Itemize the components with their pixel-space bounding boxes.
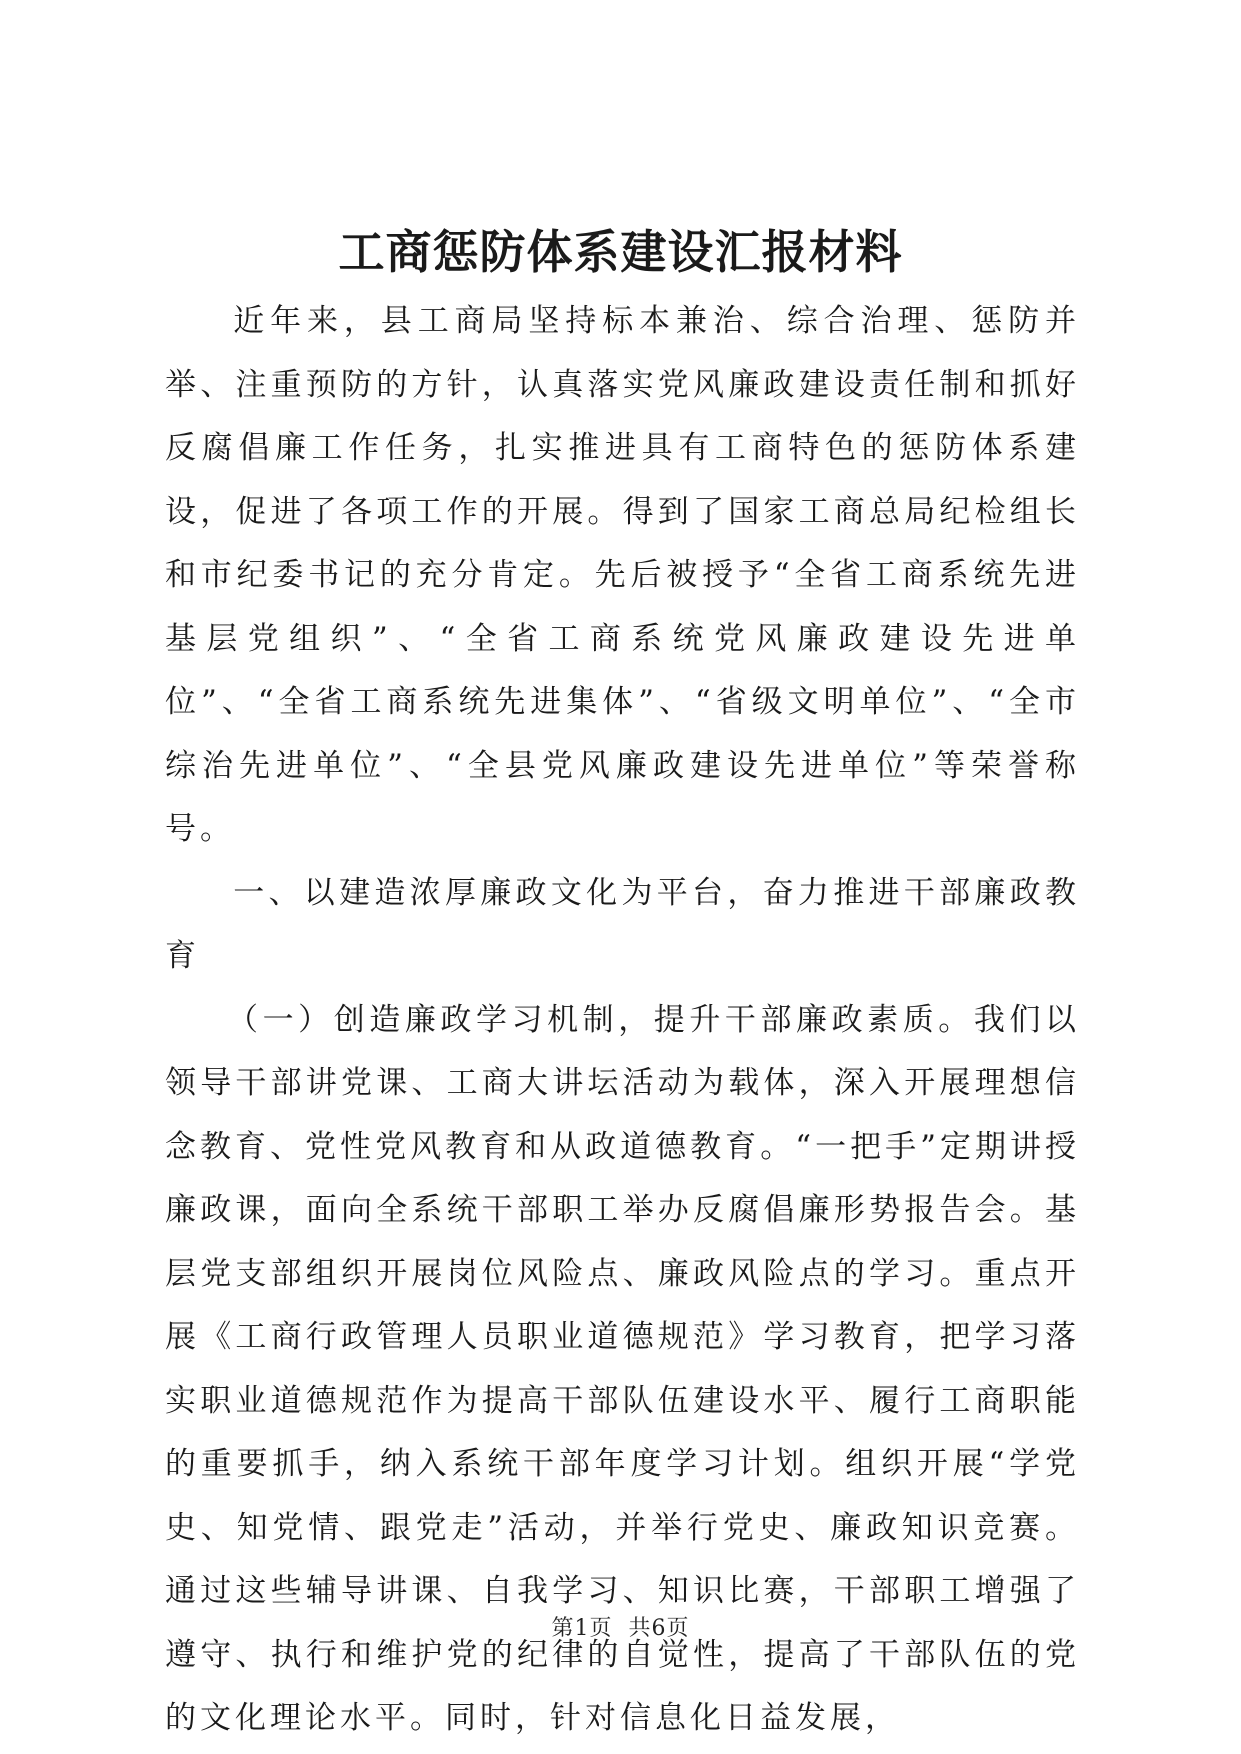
subsection-paragraph: （一）创造廉政学习机制，提升干部廉政素质。我们以领导干部讲党课、工商大讲坛活动为载体，深入开展理想信念教育、党性党风教育和从政道德教育。“一把手”定期讲授廉政课，面向全系统干部职工举办反腐倡廉形势报告会。基层党支部组织开展岗位风险点、廉政风险点的学习。重点开展《工商行政管理人员职业道德规范》学习教育，把学习落实职业道德规范作为提高干部队伍建设水平、履行工商职能的重要抓手，纳入系统干部年度学习计划。组织开展“学党史、知党情、跟党走”活动，并举行党史、廉政知识竞赛。通过这些辅导讲课、自我学习、知识比赛，干部职工增强了遵守、执行和维护党的纪律的自觉性，提高了干部队伍的党的文化理论水平。同时，针对信息化日益发展， <box>165 1001 1080 1736</box>
page-label-mid: 页 共 <box>589 1616 652 1641</box>
intro-paragraph: 近年来，县工商局坚持标本兼治、综合治理、惩防并举、注重预防的方针，认真落实党风廉政建设责任制和抓好反腐倡廉工作任务，扎实推进具有工商特色的惩防体系建设，促进了各项工作的开展。得到了国家工商总局纪检组长和市纪委书记的充分肯定。先后被授予“全省工商系统先进基层党组织”、“全省工商系统党风廉政建设先进单位”、“全省工商系统先进集体”、“省级文明单位”、“全市综治先进单位”、“全县党风廉政建设先进单位”等荣誉称号。 <box>165 303 1080 847</box>
page-label-prefix: 第 <box>551 1616 575 1641</box>
page-label-suffix: 页 <box>666 1616 690 1641</box>
document-title: 工商惩防体系建设汇报材料 <box>338 225 903 279</box>
section-heading: 一、以建造浓厚廉政文化为平台，奋力推进干部廉政教育 <box>165 874 1080 974</box>
total-pages-number: 6 <box>651 1616 667 1641</box>
current-page-number: 1 <box>574 1616 590 1641</box>
document-body <box>165 290 1080 1751</box>
page-footer <box>0 1614 1241 1644</box>
